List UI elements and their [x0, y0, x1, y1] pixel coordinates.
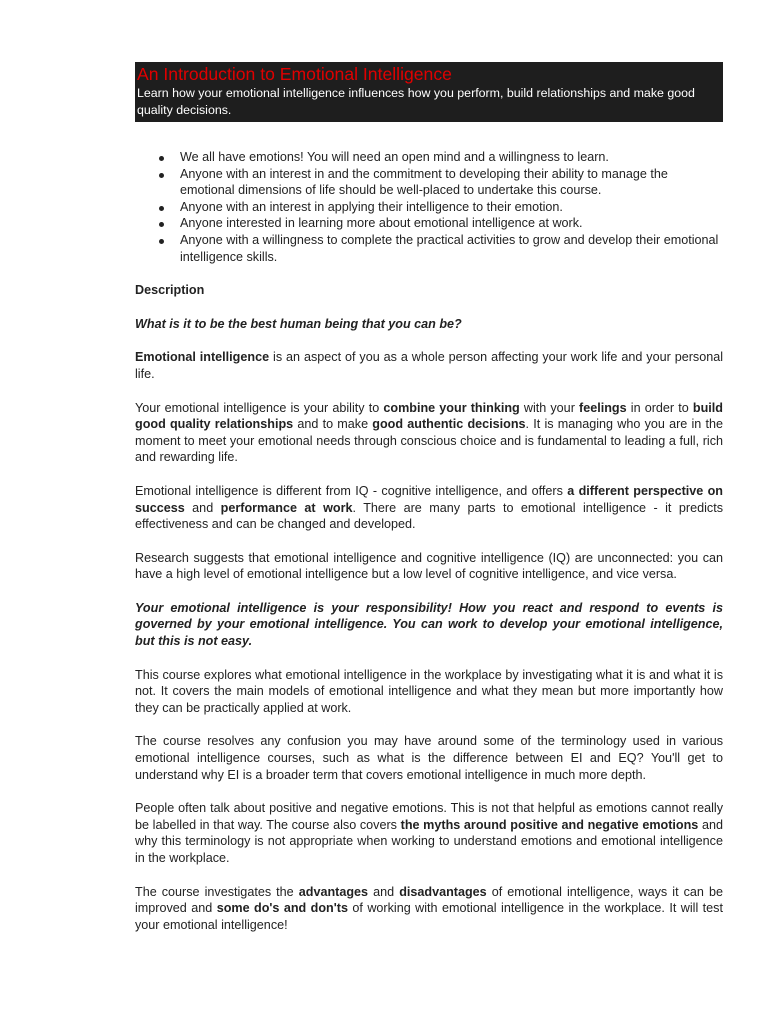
title-banner: [135, 62, 723, 122]
bold-text: Emotional intelligence: [135, 350, 270, 365]
paragraph-3: Emotional intelligence is different from IQ - cognitive intelligence, and offers a different perspective on success and performance at work. There are many parts to emotional intelligence - it predicts effectiveness and can be changed and developed.: [135, 483, 724, 532]
bold-text: performance at work: [220, 500, 353, 515]
paragraph-7: The course resolves any confusion you may have around some of the terminology used in various emotional intelligence courses, such as what is the difference between EI and EQ? You'll get to understand why EI is a broader term that covers emotional intelligence in much more depth.: [135, 734, 723, 782]
document-body: [135, 149, 723, 933]
bold-text: a different perspective on success: [135, 483, 724, 515]
bold-text: good authentic decisions: [372, 417, 526, 432]
bold-text: advantages: [298, 884, 369, 899]
page-subtitle: Learn how your emotional intelligence influences how you perform, build relationships and make good quality decisions.: [137, 86, 695, 117]
bold-text: build good quality relationships: [135, 400, 723, 432]
bold-text: the myths around positive and negative emotions: [400, 817, 699, 832]
paragraph-4: Research suggests that emotional intelligence and cognitive intelligence (IQ) are unconnected: you can have a high level of emotional intelligence but a low level of cognitive intelligence, and vice versa.: [135, 550, 723, 582]
paragraph-5: Your emotional intelligence is your responsibility! How you react and respond to events is governed by your emotional intelligence. You can work to develop your emotional intelligence, but this is not easy.: [135, 600, 723, 649]
paragraph-9: The course investigates the advantages and disadvantages of emotional intelligence, ways it can be improved and some do's and don'ts of working with emotional intelligence in the workplace. It will test your emotional intelligence!: [135, 884, 724, 932]
list-item: Anyone with an interest in applying their intelligence to their emotion.: [180, 199, 723, 216]
bold-text: some do's and don'ts: [216, 901, 348, 916]
list-item: Anyone with an interest in and the commitment to developing their ability to manage the emotional dimensions of life should be well-placed to undertake this course.: [180, 166, 723, 199]
paragraph-8: People often talk about positive and negative emotions. This is not that helpful as emotions cannot really be labelled in that way. The course also covers the myths around positive and negative emotions and why this terminology is not appropriate when working to understand emotions and emotional intelligence in the workplace.: [135, 801, 723, 865]
paragraph-6: This course explores what emotional intelligence in the workplace by investigating what it is and what it is not. It covers the main models of emotional intelligence and what they mean but more importantly how they can be practically applied at work.: [135, 667, 723, 715]
description-question: What is it to be the best human being that you can be?: [135, 316, 462, 331]
bold-text: feelings: [579, 400, 627, 415]
audience-list: [135, 149, 723, 265]
bold-text: combine your thinking: [383, 400, 520, 415]
list-item: Anyone interested in learning more about emotional intelligence at work.: [180, 215, 723, 232]
description-heading: Description: [135, 283, 205, 298]
list-item: Anyone with a willingness to complete the practical activities to grow and develop their emotional intelligence skills.: [180, 232, 723, 265]
bold-text: disadvantages: [399, 884, 487, 899]
paragraph-2: Your emotional intelligence is your ability to combine your thinking with your feelings in order to build good quality relationships and to make good authentic decisions. It is managing who you are in the moment to meet your emotional needs through conscious choice and is fundamental to leading a full, rich and rewarding life.: [135, 400, 724, 465]
list-item: We all have emotions! You will need an open mind and a willingness to learn.: [180, 149, 723, 166]
page-title: An Introduction to Emotional Intelligence: [137, 64, 452, 84]
paragraph-1: Emotional intelligence is an aspect of you as a whole person affecting your work life and your personal life.: [135, 350, 724, 381]
